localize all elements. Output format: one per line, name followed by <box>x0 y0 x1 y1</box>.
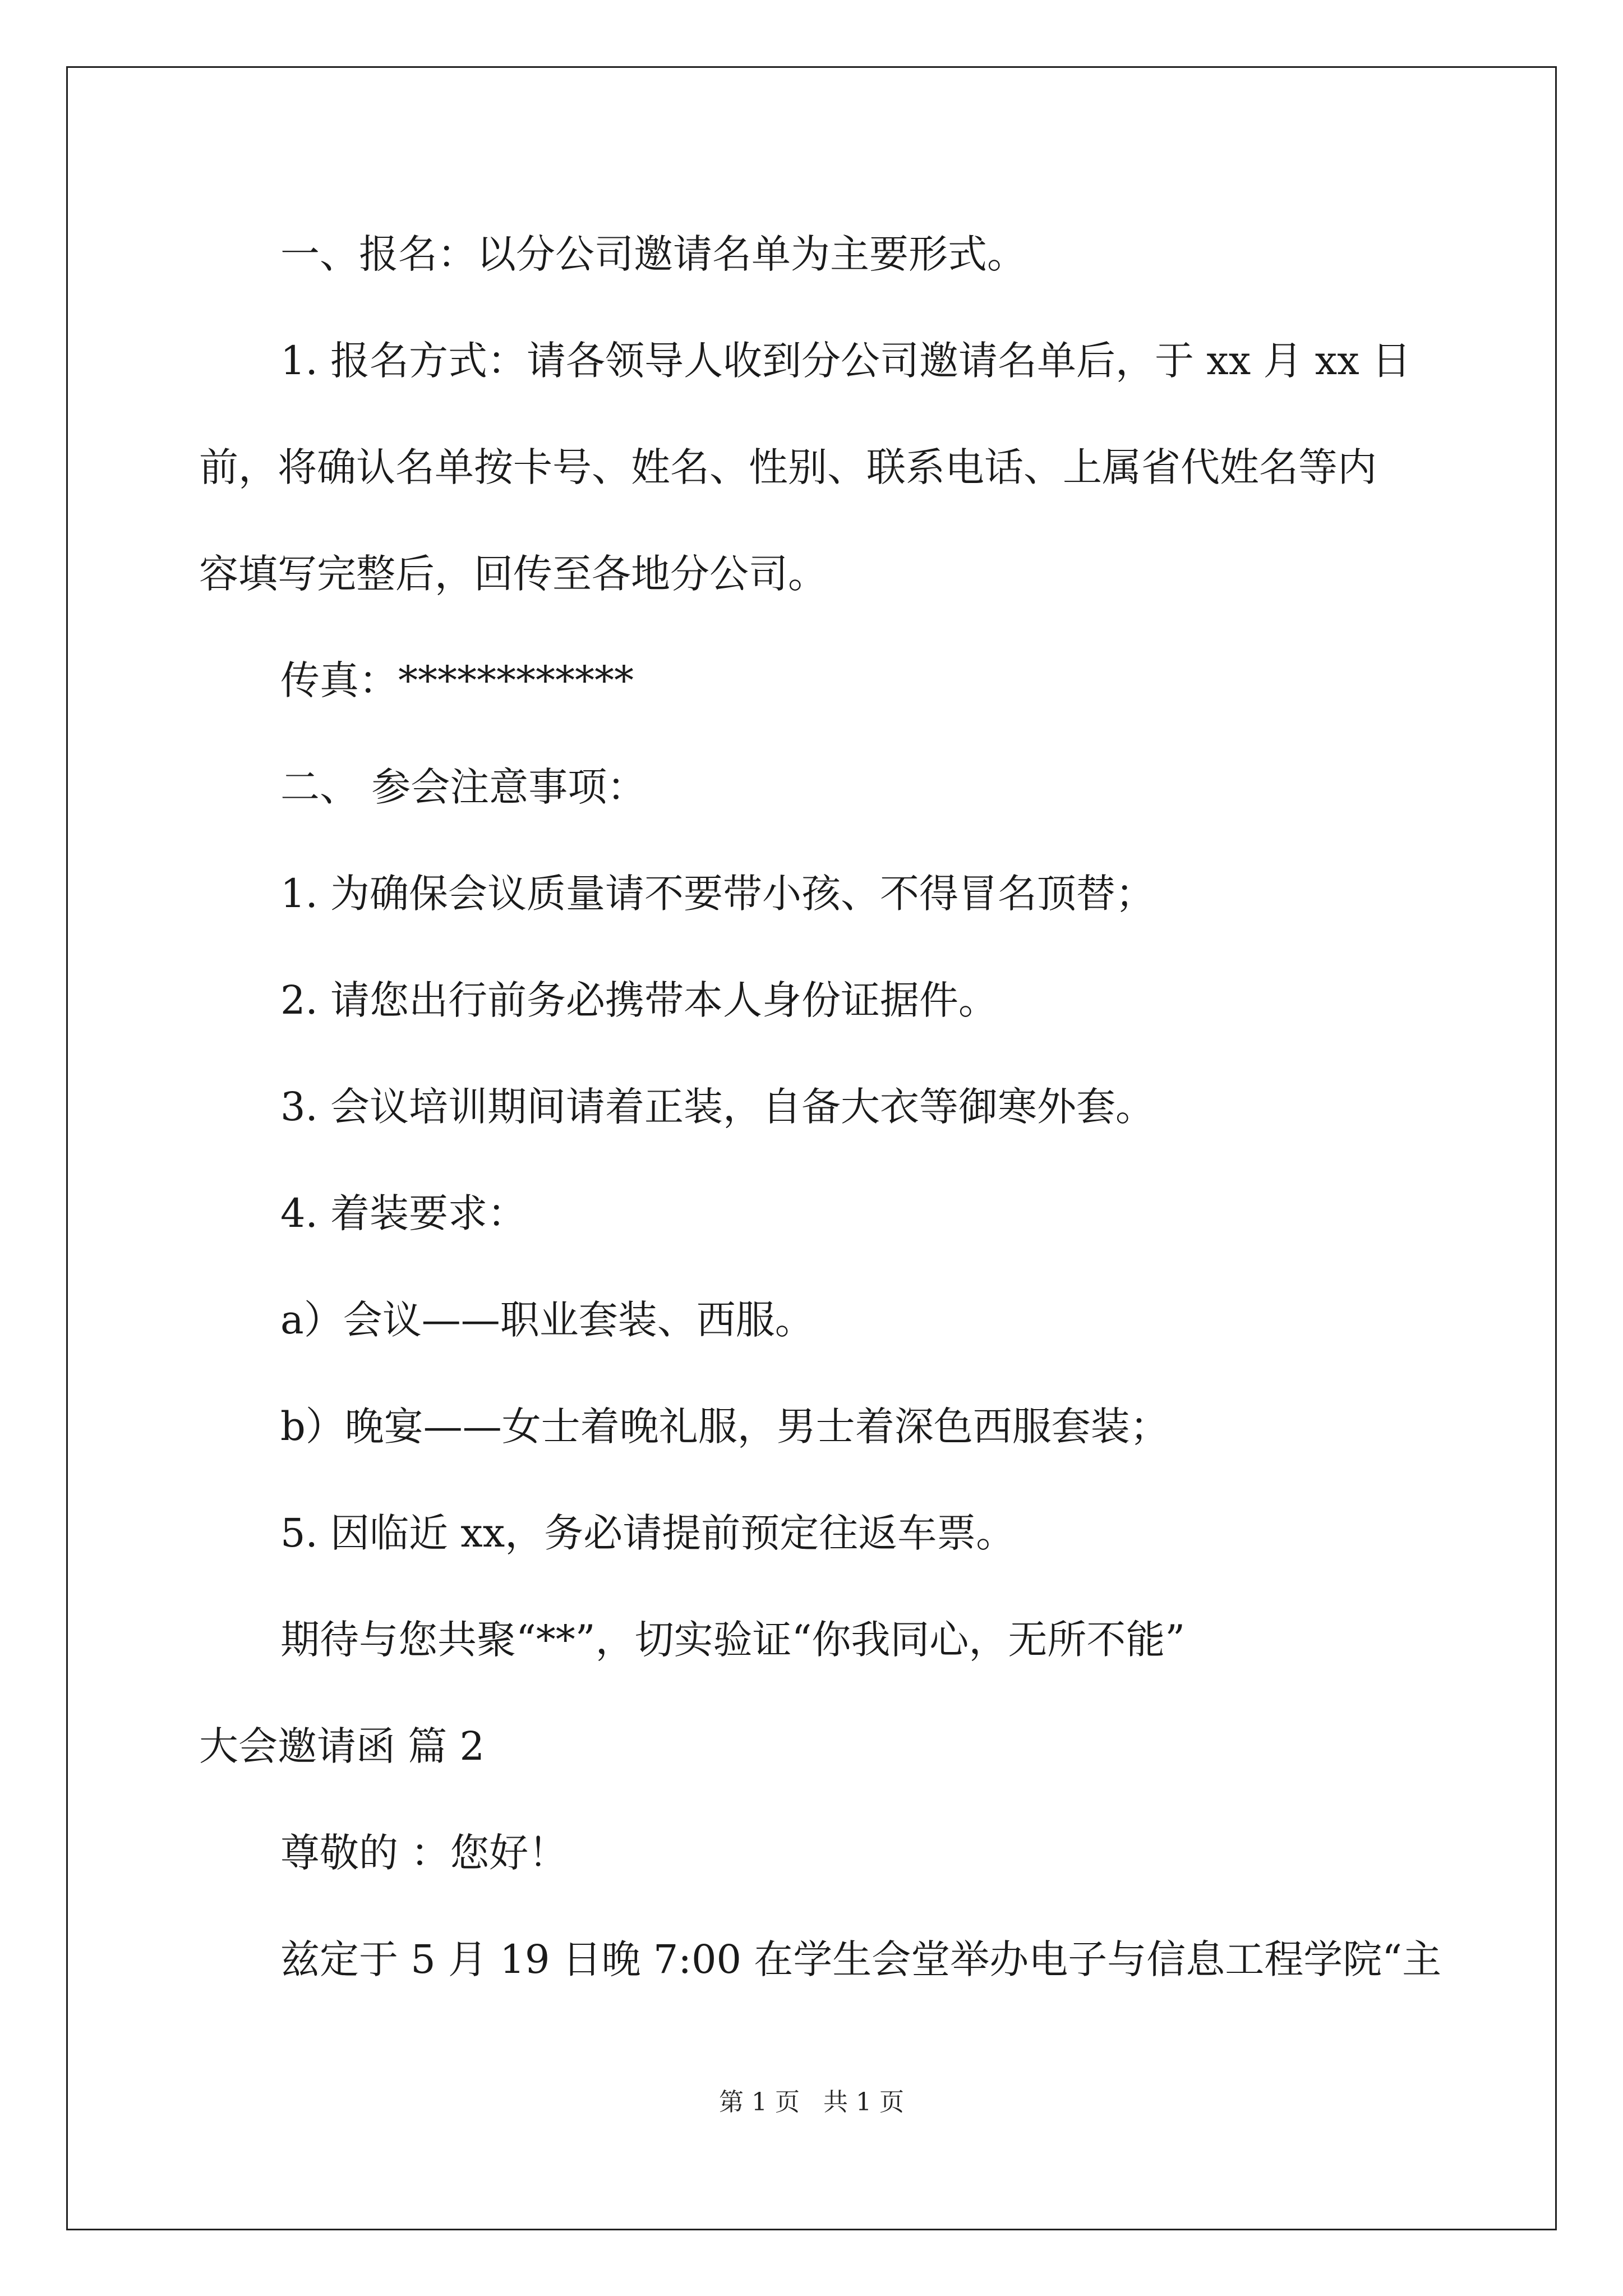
text-line-notice-item: 4. 着装要求： <box>280 1190 527 1236</box>
text-line-fax: 传真：************ <box>280 657 634 703</box>
text-line-continuation: 前，将确认名单按卡号、姓名、性别、联系电话、上属省代姓名等内 <box>199 444 1377 490</box>
page-border <box>66 66 1557 2230</box>
section-title: 大会邀请函 篇 2 <box>199 1723 485 1769</box>
text-line-registration-heading: 一、报名：以分公司邀请名单为主要形式。 <box>280 231 1026 277</box>
text-line-body: 兹定于 5 月 19 日晚 7:00 在学生会堂举办电子与信息工程学院“主 <box>280 1936 1442 1982</box>
text-line-closing: 期待与您共聚“**”，切实验证“你我同心，无所不能” <box>280 1617 1186 1663</box>
text-line-salutation: 尊敬的 ：您好！ <box>280 1830 568 1876</box>
text-line-notice-item: 1. 为确保会议质量请不要带小孩、不得冒名顶替； <box>280 871 1155 917</box>
text-line-notice-item: 3. 会议培训期间请着正装，自备大衣等御寒外套。 <box>280 1084 1155 1130</box>
text-line-notice-item: 5. 因临近 xx，务必请提前预定往返车票。 <box>280 1510 1016 1556</box>
text-line-notice-item: 2. 请您出行前务必携带本人身份证据件。 <box>280 977 998 1023</box>
text-line-registration-method: 1. 报名方式：请各领导人收到分公司邀请名单后，于 xx 月 xx 日 <box>280 338 1411 384</box>
text-line-dress-item: a）会议——职业套装、西服。 <box>280 1297 814 1343</box>
page-footer: 第 1 页 共 1 页 <box>719 2088 904 2116</box>
text-line-continuation: 容填写完整后，回传至各地分公司。 <box>199 551 827 597</box>
text-line-dress-item: b）晚宴——女士着晚礼服，男士着深色西服套装； <box>280 1404 1169 1450</box>
text-line-notice-heading: 二、 参会注意事项： <box>280 764 647 810</box>
